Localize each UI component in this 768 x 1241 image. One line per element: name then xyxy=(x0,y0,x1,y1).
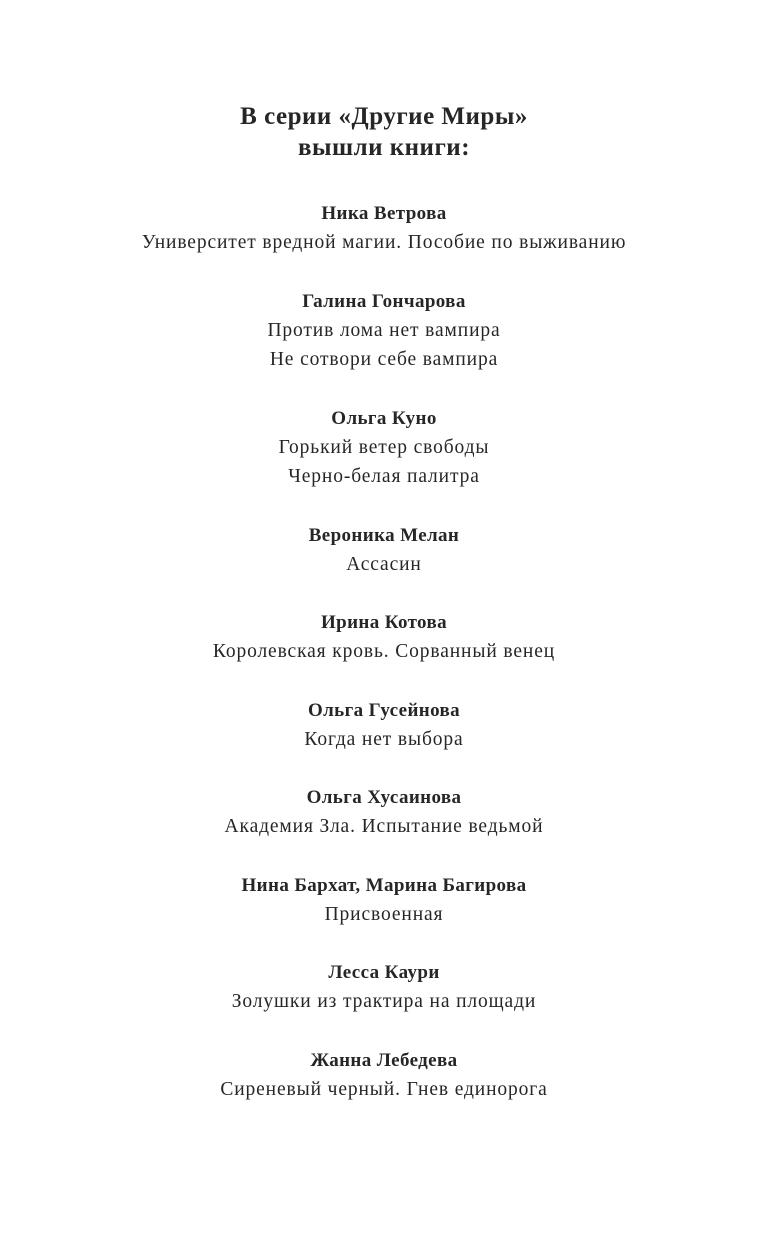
book-entry xyxy=(0,871,768,930)
author-name: Галина Гончарова xyxy=(302,290,466,312)
book-title: Золушки из трактира на площади xyxy=(231,991,537,1012)
book-title: Ассасин xyxy=(346,553,422,575)
book-title: Присвоенная xyxy=(324,903,444,925)
book-title: Не сотвори себе вампира xyxy=(269,349,499,370)
book-entry xyxy=(0,1046,768,1105)
author-name: Ольга Хусаинова xyxy=(306,787,462,808)
book-title: Против лома нет вампира xyxy=(267,319,501,341)
series-heading xyxy=(0,101,768,163)
book-entry xyxy=(0,199,768,258)
book-entry xyxy=(0,783,768,842)
book-title: Горький ветер свободы xyxy=(278,436,490,458)
author-name: Ирина Котова xyxy=(320,612,447,633)
author-name: Ольга Куно xyxy=(331,407,437,429)
book-title: Университет вредной магии. Пособие по выживанию xyxy=(141,232,627,253)
author-name: Вероника Мелан xyxy=(308,524,460,546)
book-entry xyxy=(0,521,768,580)
series-heading-line-2: вышли книги: xyxy=(297,134,471,161)
series-heading-line-1: В серии «Другие Миры» xyxy=(240,103,528,130)
book-title: Академия Зла. Испытание ведьмой xyxy=(224,816,544,837)
book-title: Черно-белая палитра xyxy=(288,466,480,487)
book-title: Когда нет выбора xyxy=(304,728,464,750)
author-name: Лесса Каури xyxy=(328,962,440,983)
book-entry xyxy=(0,287,768,375)
book-entry xyxy=(0,608,768,667)
author-name: Ника Ветрова xyxy=(321,203,447,224)
author-name: Ольга Гусейнова xyxy=(307,699,461,721)
book-list xyxy=(0,199,768,1104)
book-entry xyxy=(0,696,768,755)
book-title: Сиреневый черный. Гнев единорога xyxy=(220,1078,548,1100)
book-entry xyxy=(0,958,768,1017)
author-name: Нина Бархат, Марина Багирова xyxy=(241,874,527,896)
author-name: Жанна Лебедева xyxy=(310,1049,458,1071)
book-title: Королевская кровь. Сорванный венец xyxy=(212,641,556,662)
book-entry xyxy=(0,404,768,492)
